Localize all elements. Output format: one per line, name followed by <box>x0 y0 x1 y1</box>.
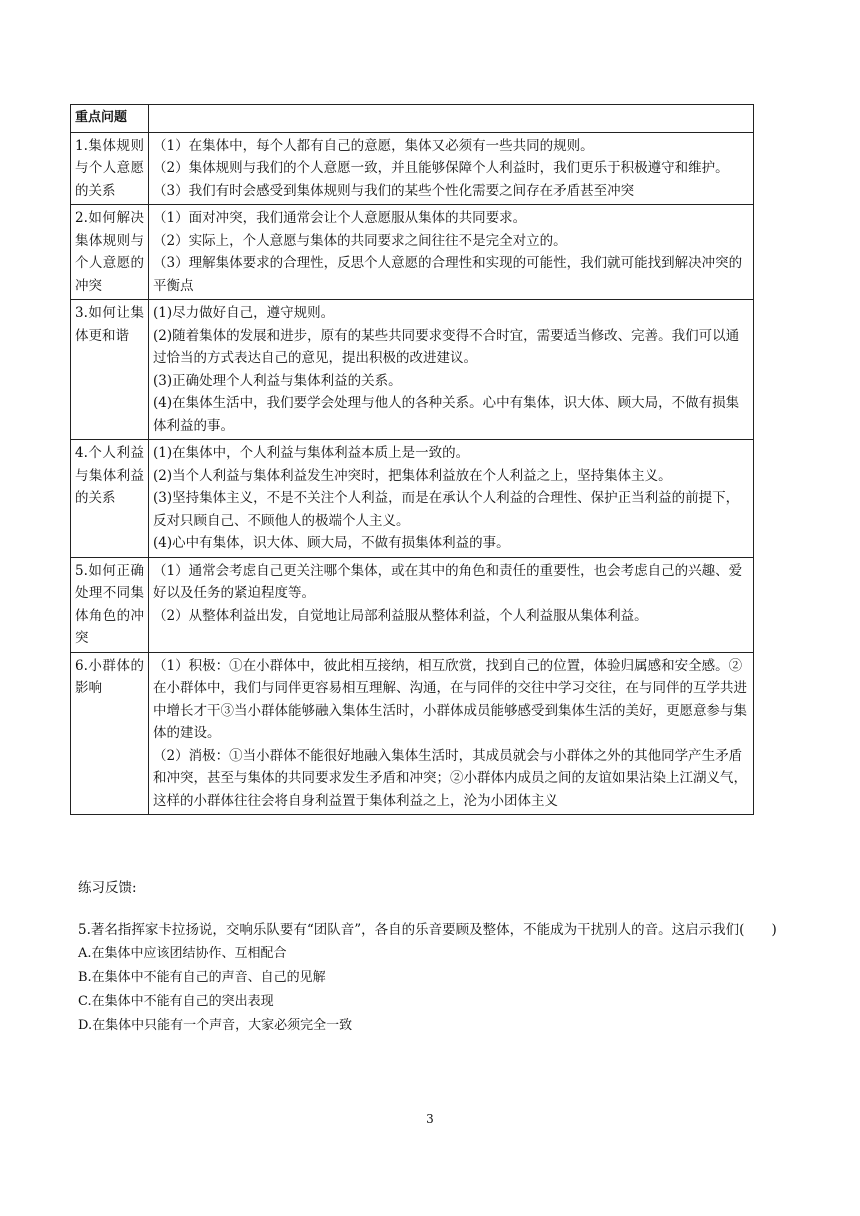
answer-line: （2）消极：①当小群体不能很好地融入集体生活时，其成员就会与小群体之外的其他同学产生矛盾和冲突，甚至与集体的共同要求发生矛盾和冲突；②小群体内成员之间的友谊如果沾染上江湖义气，这样的小群体往往会将自身利益置于集体利益之上，沦为小团体主义 <box>153 747 747 809</box>
answer-line: （1）在集体中，每个人都有自己的意愿，集体又必须有一些共同的规则。 <box>153 137 594 154</box>
table-row <box>71 132 754 205</box>
table-row <box>71 440 754 558</box>
answer-cell <box>149 132 754 205</box>
answer-line: (1)尽力做好自己，遵守规则。 <box>153 305 335 321</box>
table-row <box>71 652 754 815</box>
table-header-empty-cell <box>149 105 754 133</box>
answer-line: （3）我们有时会感受到集体规则与我们的某些个性化需要之间存在矛盾甚至冲突 <box>153 182 635 199</box>
question-cell: 6.小群体的影响 <box>71 652 149 815</box>
answer-line: （2）集体规则与我们的个人意愿一致，并且能够保障个人利益时，我们更乐于积极遵守和维护。 <box>153 160 729 176</box>
option-a: A.在集体中应该团结协作、互相配合 <box>78 946 287 961</box>
table-header-row <box>71 105 754 133</box>
question-cell: 2.如何解决集体规则与个人意愿的冲突 <box>71 205 149 300</box>
table-row <box>71 557 754 652</box>
option-b: B.在集体中不能有自己的声音、自己的见解 <box>78 970 326 985</box>
question-stem: 5.著名指挥家卡拉扬说，交响乐队要有“团队音”，各自的乐音要顾及整体，不能成为干扰别人的音。这启示我们( ) <box>78 922 777 938</box>
answer-line: (3)正确处理个人利益与集体利益的关系。 <box>153 372 402 389</box>
answer-line: （2）从整体利益出发，自觉地让局部利益服从整体利益，个人利益服从集体利益。 <box>153 607 648 624</box>
option-c: C.在集体中不能有自己的突出表现 <box>78 994 274 1009</box>
answer-line: (3)坚持集体主义，不是不关注个人利益，而是在承认个人利益的合理性、保护正当利益的前提下，反对只顾自己、不顾他人的极端个人主义。 <box>153 490 740 529</box>
answer-cell <box>149 300 754 440</box>
option-d: D.在集体中只能有一个声音，大家必须完全一致 <box>78 1018 353 1033</box>
answer-line: (4)心中有集体，识大体、顾大局，不做有损集体利益的事。 <box>153 535 510 551</box>
answer-line: (2)当个人利益与集体利益发生冲突时，把集体利益放在个人利益之上，坚持集体主义。 <box>153 467 672 484</box>
answer-line: （1）面对冲突，我们通常会让个人意愿服从集体的共同要求。 <box>153 210 527 226</box>
table-header-cell: 重点问题 <box>71 105 149 133</box>
answer-line: (4)在集体生活中，我们要学会处理与他人的各种关系。心中有集体，识大体、顾大局，不做有损集体利益的事。 <box>153 395 740 434</box>
question-cell: 1.集体规则与个人意愿的关系 <box>71 132 149 205</box>
answer-line: （2）实际上，个人意愿与集体的共同要求之间往往不是完全对立的。 <box>153 232 567 249</box>
page-number: 3 <box>426 1112 434 1126</box>
answer-cell <box>149 652 754 815</box>
answer-line: (1)在集体中，个人利益与集体利益本质上是一致的。 <box>153 445 470 461</box>
question-cell: 4.个人利益与集体利益的关系 <box>71 440 149 558</box>
answer-line: (2)随着集体的发展和进步，原有的某些共同要求变得不合时宜，需要适当修改、完善。我们可以通过恰当的方式表达自己的意见，提出积极的改进建议。 <box>153 327 740 366</box>
answer-cell <box>149 557 754 652</box>
answer-line: （1）积极：①在小群体中，彼此相互接纳，相互欣赏，找到自己的位置，体验归属感和安全感。②在小群体中，我们与同伴更容易相互理解、沟通，在与同伴的交往中学习交往，在与同伴的互学共进中增长才干③当小群体能够融入集体生活时，小群体成员能够感受到集体生活的美好，更愿意参与集体的建设。 <box>153 657 747 741</box>
question-cell: 5.如何正确处理不同集体角色的冲突 <box>71 557 149 652</box>
feedback-title: 练习反馈: <box>78 880 137 896</box>
practice-question <box>78 918 784 1038</box>
table-row <box>71 205 754 300</box>
answer-cell <box>149 205 754 300</box>
answer-cell <box>149 440 754 558</box>
question-cell: 3.如何让集体更和谐 <box>71 300 149 440</box>
answer-line: （1）通常会考虑自己更关注哪个集体，或在其中的角色和责任的重要性，也会考虑自己的兴趣、爱好以及任务的紧迫程度等。 <box>153 562 743 601</box>
key-questions-table <box>70 104 754 815</box>
answer-line: （3）理解集体要求的合理性，反思个人意愿的合理性和实现的可能性，我们就可能找到解决冲突的平衡点 <box>153 255 743 294</box>
table-row <box>71 300 754 440</box>
